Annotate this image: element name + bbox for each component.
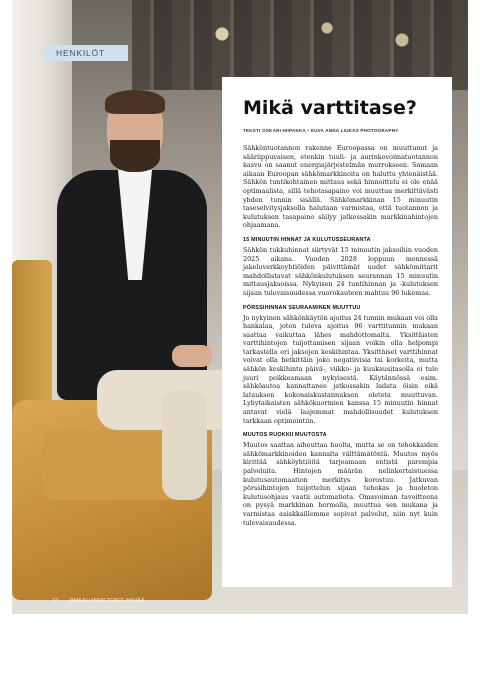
section-text: Sähkön tukkuhinnat siirtyvät 15 minuutin jaksoihin vuoden 2025 aikana. Vuoden 2028 loppuun mennessä jakeluverkkoyhtiöiden päivittämät uudet sähkömittarit mahdollistavat sähkönkulutuksen seurannan 15 minuutin mittausjaksoissa. Nykyisen 24 tuntihinnan ja -kulutuksen sijaan tulevaisuudessa vuorokauteen mahtuu 96 lukemaa.: [243, 245, 438, 297]
section-heading: PÖRSSIHINNAN SEURAAMINEN MUUTTUU: [243, 304, 361, 311]
article-panel: [222, 77, 452, 587]
article-intro: Sähköntuotannon rakenne Euroopassa on muuttunut ja sääriippuvaisen, etenkin tuuli- ja aurinkovoimatuotannon kasvu on saanut energiajärjestelmän murrokseen. Samaan aikaan Euroopan sähkömarkkinoita on haluttu yhtenäistää. Sähkön tuntikohtainen mittaus sekä hinnoittelu ei ole enää optimaalista, sillä tehotasapaino voi muuttua merkittävästi yhden tunnin sisällä. Sähkömarkkinan 15 minuutin taseselvitysjaksolla halutaan varmistaa, että tuotannon ja kulutuksen tasapaino säilyy jatkossakin markkinahintojen ohjaamana.: [243, 144, 438, 230]
section-text: Muutos saattaa aiheuttaa huolta, mutta se on tehokkaiden sähkömarkkinoiden kannalta välttämätöntä. Muutos myös kirittää sähköyhtiöitä tarjoamaan entistä parempia palveluita. Hintojen määrän nelinkertaistuessa kulutusautomaation merkitys korostuu. Jatkuvan pörssihintojen tuijottelun sijaan tehokas ja huoleton kulutusohjaus vaatii automatiota. Omavoiman tavoitteena on pysyä markkinan hermolla, muuttua sen mukana ja varmistaa asiakkaillemme sopivat palvelut, niin nyt kuin tulevaisuudessa.: [243, 441, 438, 527]
article-credits: TEKSTI OSKARI HIIPAKKA • KUVA ANNA LIUKAS PHOTOGRAPHY: [243, 128, 399, 133]
page-number: 12: [52, 598, 59, 604]
background-lights: [162, 10, 462, 70]
person-hands: [172, 345, 212, 367]
article-title: Mikä varttitase?: [243, 97, 417, 119]
person-beard: [110, 140, 160, 172]
section-text: Jo nykyinen sähkönkäytön ajoitus 24 tunnin mukaan voi olla hankalaa, joten tuleva ajoitus 96 varttitunnin mukaan saattaa vaikuttaa lähes mahdottomalta. Yksittäisten varttihintojen tuijottamisen sijaan voikin olla helpompi tarkastella eri jaksojen keskihintaa. Yksittäiset varttihinnat voivat olla hetkittäin joko negatiivisia tai korkeita, mutta sähkön keskihinta päivä-, viikko- ja kuukausitasolla ei tule juuri poikkeamaan nykyisestä. Käytännössä esim. sähköautoa kannattanee jatkossakin ladata öisin eikä latauksen kokonaiskustannuksen oleteta muuttuvan. Lyhytaikaisten sähkökuormien kanssa 15 minuutin hinnat antavat vielä laajemmat mahdollisuudet kulutuksen tarkkaan optimointiin.: [243, 313, 438, 425]
publication-name: PAIKALLINEN TEKEE HYVÄÄ: [69, 598, 145, 604]
page-footer: [52, 598, 145, 604]
section-heading: MUUTOS RUOKKII MUUTOSTA: [243, 432, 327, 439]
person-hair: [105, 90, 165, 114]
section-heading: 15 MINUUTIN HINNAT JA KULUTUSSEURANTA: [243, 236, 371, 243]
article-page: [12, 0, 468, 614]
section-tag: HENKILÖT: [44, 45, 128, 61]
person-leg: [162, 390, 207, 500]
